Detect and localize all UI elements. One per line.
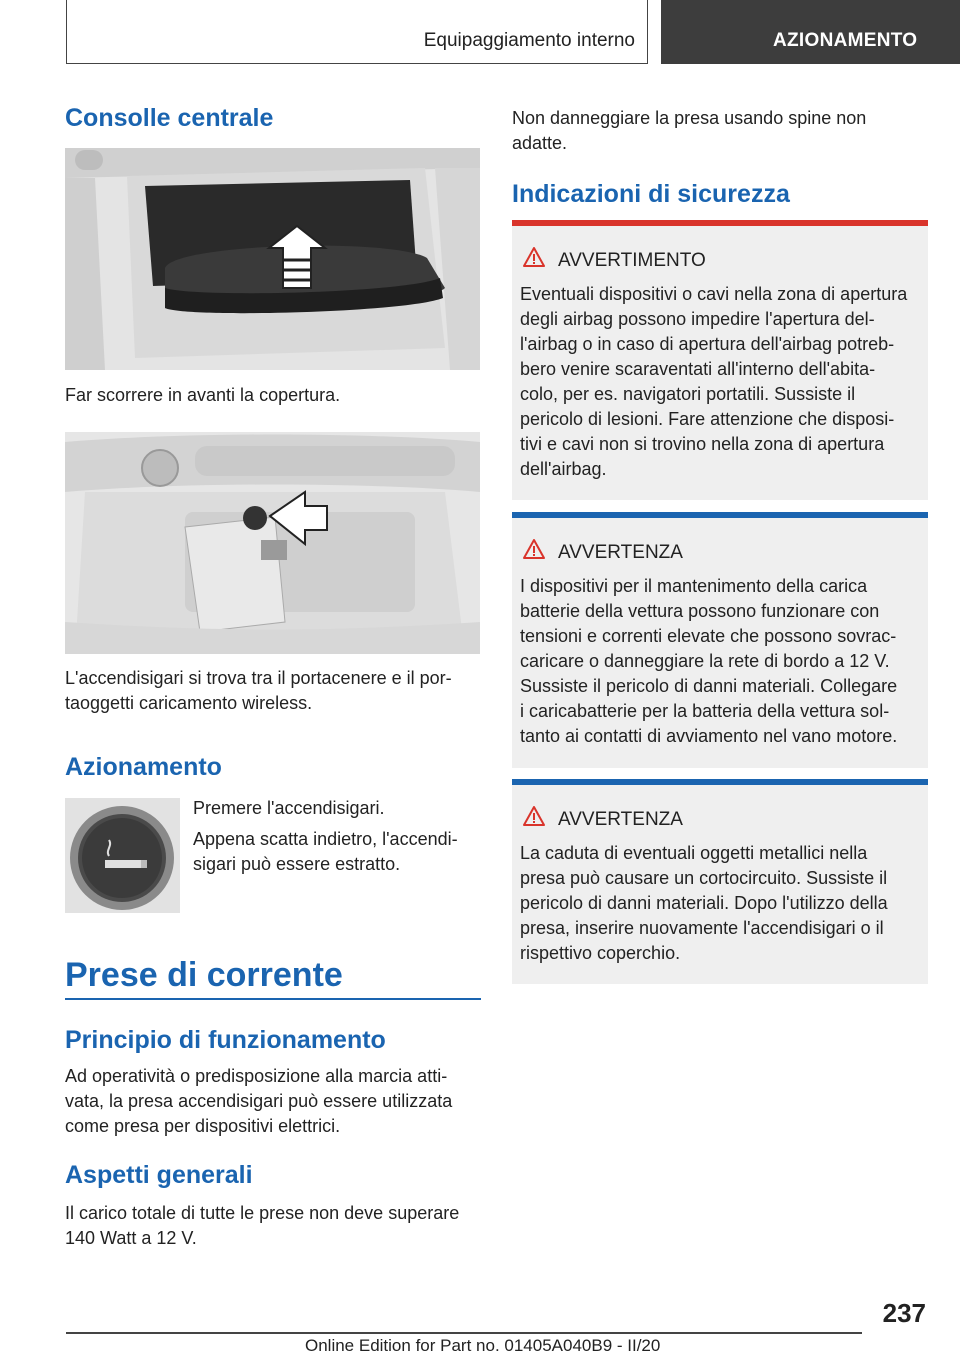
heading-aspetti-generali: Aspetti generali	[65, 1161, 253, 1189]
notice-title: AVVERTENZA	[558, 809, 683, 830]
notice-text: I dispositivi per il mantenimento della carica batterie della vettura possono funzionare con tensioni e correnti elevate che possono sovrac- caricare o danneggiare la rete di bordo a 12 V. Sussiste il pericolo di danni materiali. Collegare i caricabatterie per la batteria della vettura sol- tanto ai contatti di avviamento nel vano motore.	[520, 576, 898, 746]
lighter-location-photo	[65, 432, 480, 654]
header-section-tab	[66, 0, 648, 64]
warning-triangle-icon	[522, 538, 546, 560]
heading-principio: Principio di funzionamento	[65, 1026, 386, 1054]
caption-slide-cover: Far scorrere in avanti la copertura.	[65, 385, 341, 405]
console-cover-photo	[65, 148, 480, 370]
warning-text: Eventuali dispositivi o cavi nella zona di apertura degli airbag possono impedire l'apertura del- l'airbag o in caso di apertura dell'airbag potreb- bero venire scaraventati all'interno dell'abita- colo, per es. navigatori portatili. Sussiste il pericolo di lesioni. Fare attenzione che disposi- tivi e cavi non si trovino nella zona di apertura dell'airbag.	[520, 284, 908, 479]
warning-triangle-icon	[522, 805, 546, 827]
header-chapter-tab	[661, 0, 960, 64]
heading-prese-di-corrente: Prese di corrente	[65, 956, 343, 994]
header-chapter-title: AZIONAMENTO	[773, 30, 918, 51]
heading-azionamento: Azionamento	[65, 753, 222, 781]
lighter-button-photo	[65, 798, 180, 913]
warning-box-airbag	[512, 220, 928, 500]
plug-warning-intro: Non danneggiare la presa usando spine non adatte.	[512, 108, 867, 153]
footer-divider	[66, 1332, 862, 1334]
notice-box-chargers	[512, 512, 928, 768]
aspetti-paragraph: Il carico totale di tutte le prese non deve superare 140 Watt a 12 V.	[65, 1203, 460, 1248]
page-number: 237	[882, 1298, 926, 1328]
header-section-title: Equipaggiamento interno	[423, 30, 635, 51]
notice-box-short-circuit	[512, 779, 928, 984]
principio-paragraph: Ad operatività o predisposizione alla marcia atti- vata, la presa accendisigari può essere utilizzata come presa per dispositivi elettrici.	[65, 1066, 453, 1136]
footer-edition: Online Edition for Part no. 01405A040B9 - II/20	[305, 1336, 661, 1355]
heading-underline	[65, 998, 481, 1000]
azionamento-step-1: Premere l'accendisigari.	[193, 798, 385, 818]
caption-lighter-location: L'accendisigari si trova tra il portacenere e il por- taoggetti caricamento wireless.	[65, 668, 452, 713]
heading-sicurezza: Indicazioni di sicurezza	[512, 180, 790, 208]
warning-triangle-icon	[522, 246, 546, 268]
warning-title: AVVERTIMENTO	[558, 250, 706, 271]
heading-console: Consolle centrale	[65, 104, 274, 132]
notice-title: AVVERTENZA	[558, 542, 683, 563]
notice-text: La caduta di eventuali oggetti metallici nella presa può causare un cortocircuito. Sussiste il pericolo di danni materiali. Dopo l'utilizzo della presa, inserire nuovamente l'accendisigari o il rispettivo coperchio.	[520, 843, 888, 963]
azionamento-step-2: Appena scatta indietro, l'accendi- sigari può essere estratto.	[193, 829, 458, 874]
